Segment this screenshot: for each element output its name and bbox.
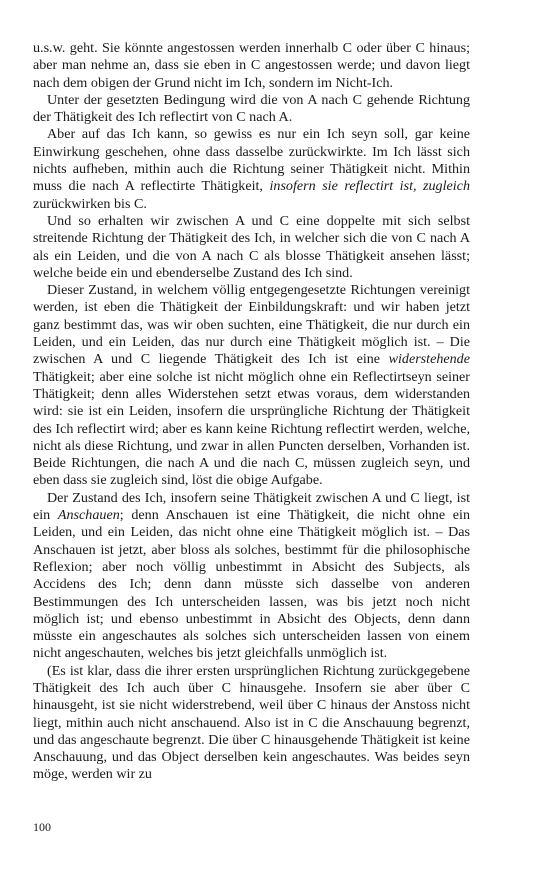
paragraph-text: ; denn Anschauen ist eine Thätigkeit, die nicht ohne ein Leiden, und ein Leiden, das nicht ohne eine Thätigkeit möglich ist. – Das Anschauen ist jetzt, aber bloss als solches, bestimmt für die philosophische Reflexion; aber noch völlig unbestimmt in Absicht des Subjects, als Accidens des Ich; denn dann müsste sich dasselbe von anderen Bestimmungen des Ich unterscheiden lassen, was bis jetzt noch nicht möglich ist; und ebenso unbestimmt in Absicht des Objects, denn dann müsste ein angeschautes als solches sich unterscheiden lassen von einem nicht angeschauten, welches bis jetzt gleichfalls unmöglich ist. [33, 507, 470, 662]
page-number: 100 [33, 820, 51, 834]
page-body [33, 40, 470, 784]
paragraph [33, 40, 470, 92]
emphasis-text: insofern sie reflectirt ist, zugleich [269, 178, 470, 195]
emphasis-text: Anschauen [57, 507, 120, 524]
paragraph [33, 282, 470, 490]
paragraph [33, 490, 470, 663]
paragraph [33, 213, 470, 282]
paragraph-text: (Es ist klar, dass die ihrer ersten ursprünglichen Richtung zurückgegebene Thätigkeit des Ich auch über C hinausgehe. Insofern sie aber über C hinausgeht, ist sie nicht widerstrebend, weil über C hinaus der Anstoss nicht liegt, mithin auch nicht anschauend. Also ist in C die Anschauung begrenzt, und das angeschaute begrenzt. Die über C hinausgehende Thätigkeit ist keine Anschauung, und das Object derselben kein angeschautes. Was beides seyn möge, werden wir zu [33, 662, 470, 783]
paragraph-text: zurückwirken bis C. [33, 195, 147, 212]
emphasis-text: widerstehende [388, 351, 470, 368]
paragraph-text: u.s.w. geht. Sie könnte angestossen werden innerhalb C oder über C hinaus; aber man nehme an, dass sie eben in C angestossen werde; und davon liegt nach dem obigen der Grund nicht im Ich, sondern im Nicht-Ich. [33, 40, 470, 91]
paragraph-text: Und so erhalten wir zwischen A und C eine doppelte mit sich selbst streitende Richtung der Thätigkeit des Ich, in welcher sich die von C nach A als ein Leiden, und die von A nach C als blosse Thätigkeit ansehen lässt; welche beide ein und ebenderselbe Zustand des Ich sind. [33, 212, 470, 281]
paragraph-text: Dieser Zustand, in welchem völlig entgegengesetzte Richtungen vereinigt werden, ist eben die Thätigkeit der Einbildungskraft: und wir haben jetzt ganz bestimmt das, was wir oben suchten, eine Thätigkeit, die nur durch ein Leiden, und ein Leiden, das nur durch eine Thätigkeit möglich ist. – Die zwischen A und C liegende Thätigkeit des Ich ist eine [33, 282, 470, 368]
paragraph [33, 663, 470, 784]
paragraph [33, 92, 470, 127]
paragraph-text: Der Zustand des Ich, insofern seine Thätigkeit zwischen A und C liegt, ist ein [33, 489, 470, 524]
paragraph [33, 126, 470, 212]
paragraph-text: Thätigkeit; aber eine solche ist nicht möglich ohne ein Reflectirtseyn seiner Thätigkeit; denn alles Widerstehen setzt etwas voraus, dem widerstanden wird: sie ist ein Leiden, insofern die ursprüngliche Richtung der Thätigkeit des Ich reflectirt wird; aber es kann keine Richtung reflectirt werden, welche, nicht als diese Richtung, und zwar in allen Puncten derselben, Vorhanden ist. Beide Richtungen, die nach A und die nach C, müssen zugleich seyn, und eben dass sie zugleich sind, löst die obige Aufgabe. [33, 368, 470, 489]
paragraph-text: Aber auf das Ich kann, so gewiss es nur ein Ich seyn soll, gar keine Einwirkung geschehen, ohne dass dasselbe zurückwirkte. Im Ich lässt sich nichts aufheben, mithin auch die Richtung seiner Thätigkeit nicht. Mithin muss die nach A reflectirte Thätigkeit, [33, 126, 470, 195]
paragraph-text: Unter der gesetzten Bedingung wird die von A nach C gehende Richtung der Thätigkeit des Ich reflectirt von C nach A. [33, 91, 470, 126]
